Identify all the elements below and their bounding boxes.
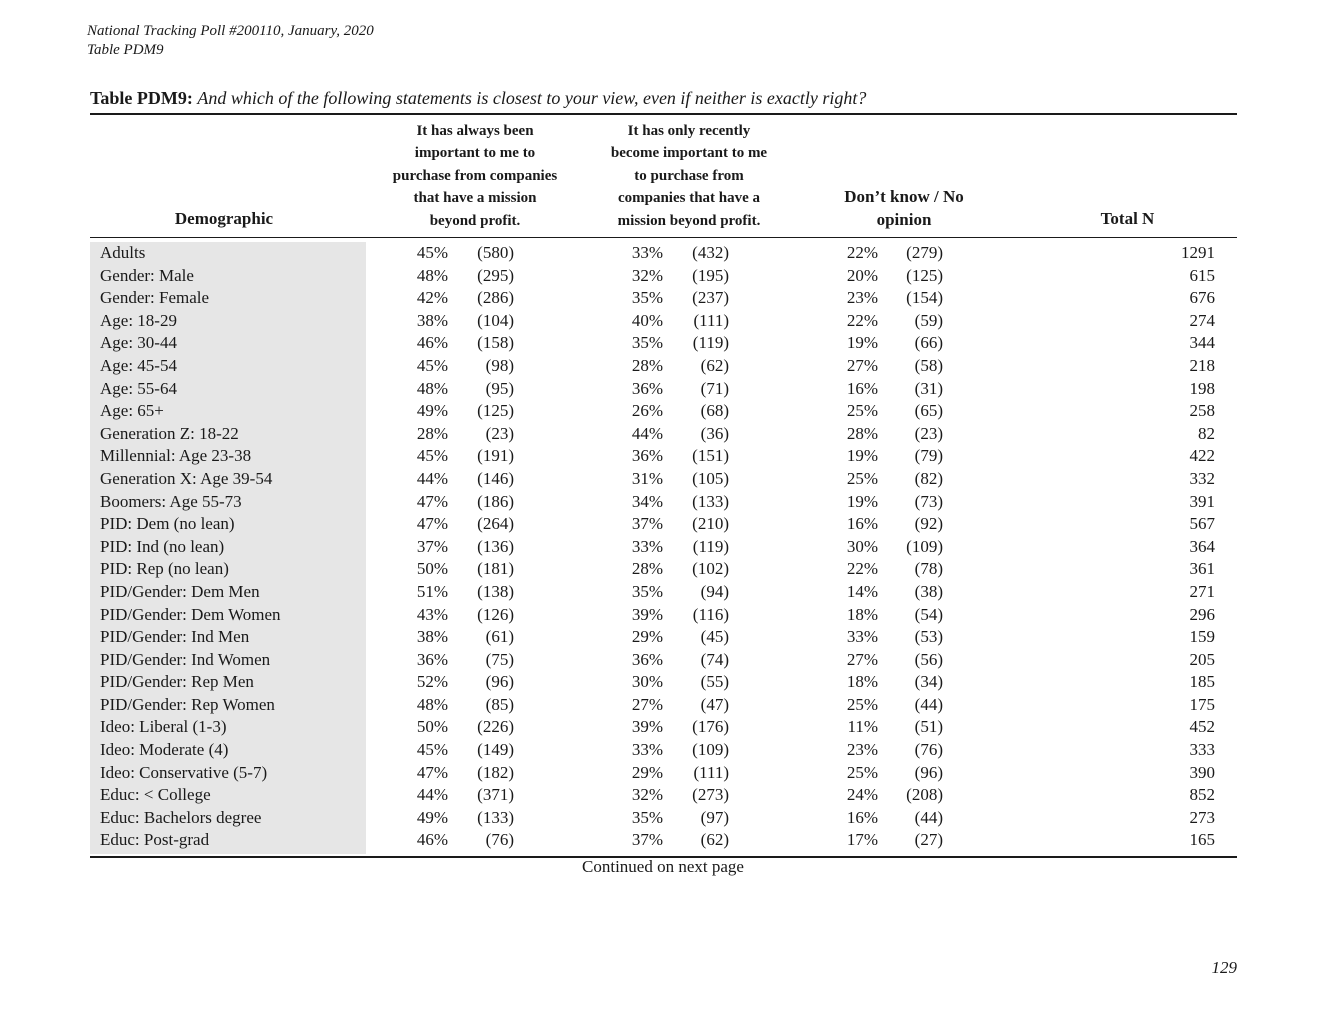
row-label: Age: 65+ [100,401,164,421]
cell-pct-always: 50% [416,559,448,579]
cell-pct-always: 36% [416,649,448,669]
table-row [0,784,1320,807]
table-row [0,513,1320,536]
cell-pct-always: 44% [416,468,448,488]
cell-count-recently: (111) [693,310,729,330]
cell-count-always: (286) [477,288,514,308]
cell-total-n: 344 [1189,333,1215,353]
row-label: Adults [100,243,146,262]
cell-count-always: (580) [477,243,514,262]
row-label: Educ: < College [100,785,211,805]
cell-total-n: 159 [1189,627,1215,647]
cell-count-recently: (237) [692,288,729,308]
column-header-line: beyond profit. [429,212,521,229]
cell-count-recently: (116) [692,604,729,624]
cell-pct-recently: 33% [631,740,663,760]
cell-pct-always: 48% [416,265,448,285]
table-row [0,671,1320,694]
cell-total-n: 271 [1189,581,1215,601]
row-label: PID: Ind (no lean) [100,536,225,556]
row-label: PID/Gender: Ind Women [100,649,271,669]
cell-count-dont-know: (44) [914,807,943,827]
cell-count-dont-know: (109) [906,536,943,556]
cell-total-n: 615 [1189,265,1215,285]
table-row [0,491,1320,514]
cell-count-dont-know: (279) [906,243,943,262]
row-label: Ideo: Liberal (1-3) [100,717,227,737]
cell-count-dont-know: (51) [914,717,943,737]
cell-count-recently: (68) [700,401,729,421]
cell-pct-recently: 35% [631,333,663,353]
cell-pct-dont-know: 19% [846,491,878,511]
cell-total-n: 175 [1189,694,1215,714]
row-label: PID/Gender: Rep Women [100,694,275,714]
table-row [0,287,1320,310]
table-row [0,423,1320,446]
cell-pct-always: 48% [416,378,448,398]
table-row [0,581,1320,604]
column-header-line: mission beyond profit. [617,212,761,229]
row-label: Educ: Bachelors degree [100,807,262,827]
cell-pct-recently: 33% [631,536,663,556]
cell-pct-dont-know: 30% [846,536,878,556]
table-row [0,265,1320,288]
cell-pct-recently: 34% [631,491,663,511]
cell-count-always: (126) [477,604,514,624]
cell-count-recently: (45) [700,627,729,647]
cell-pct-recently: 33% [631,243,663,262]
row-label: Millennial: Age 23-38 [100,446,252,466]
table-body [0,242,1320,852]
cell-count-always: (371) [477,785,514,805]
cell-pct-dont-know: 27% [846,649,878,669]
row-label: PID: Dem (no lean) [100,514,235,534]
cell-count-always: (149) [477,740,514,760]
cell-pct-always: 38% [416,310,448,330]
cell-count-always: (191) [477,446,514,466]
cell-pct-recently: 40% [631,310,663,330]
cell-pct-recently: 35% [631,581,663,601]
cell-pct-always: 45% [416,446,448,466]
cell-pct-recently: 28% [631,355,663,375]
cell-count-recently: (111) [693,762,729,782]
cell-count-dont-know: (66) [914,333,943,353]
cell-count-dont-know: (59) [914,310,943,330]
column-header-always-important [370,120,580,232]
cell-pct-dont-know: 25% [846,762,878,782]
cell-count-dont-know: (34) [914,672,943,692]
row-label: Ideo: Conservative (5-7) [100,762,268,782]
cell-count-recently: (94) [700,581,729,601]
cell-count-dont-know: (44) [914,694,943,714]
column-header-line: purchase from companies [392,167,558,184]
cell-pct-dont-know: 23% [846,288,878,308]
cell-pct-dont-know: 16% [846,378,878,398]
cell-count-always: (226) [477,717,514,737]
row-label: PID/Gender: Rep Men [100,672,254,692]
cell-pct-recently: 29% [631,627,663,647]
cell-count-dont-know: (31) [914,378,943,398]
cell-pct-dont-know: 11% [847,717,878,737]
cell-pct-always: 45% [416,243,448,262]
cell-pct-dont-know: 22% [846,243,878,262]
column-header-line: Don’t know / No [844,187,964,206]
cell-count-dont-know: (56) [914,649,943,669]
cell-total-n: 567 [1189,514,1215,534]
column-header-recently-important [585,120,793,232]
table-top-rule [90,113,1237,115]
cell-total-n: 274 [1189,310,1215,330]
cell-pct-dont-know: 25% [846,694,878,714]
cell-pct-always: 45% [416,740,448,760]
cell-count-always: (104) [477,310,514,330]
cell-count-recently: (62) [700,355,729,375]
cell-pct-recently: 36% [631,378,663,398]
cell-count-always: (125) [477,401,514,421]
cell-count-dont-know: (154) [906,288,943,308]
cell-pct-always: 43% [416,604,448,624]
cell-pct-recently: 35% [631,807,663,827]
cell-count-recently: (432) [692,243,729,262]
column-header-line: important to me to [414,145,536,162]
column-header-line: to purchase from [634,167,744,184]
cell-count-recently: (71) [700,378,729,398]
column-header-line: that have a mission [413,190,537,207]
row-label: Gender: Male [100,265,194,285]
cell-count-recently: (151) [692,446,729,466]
cell-count-recently: (119) [692,536,729,556]
cell-total-n: 361 [1189,559,1215,579]
row-label: PID/Gender: Dem Men [100,581,260,601]
cell-count-dont-know: (92) [914,514,943,534]
cell-count-always: (23) [485,423,514,443]
cell-pct-recently: 37% [631,514,663,534]
cell-pct-recently: 28% [631,559,663,579]
cell-pct-recently: 30% [631,672,663,692]
cell-count-dont-know: (96) [914,762,943,782]
cell-pct-dont-know: 20% [846,265,878,285]
cell-count-recently: (109) [692,740,729,760]
cell-total-n: 452 [1189,717,1215,737]
table-row [0,445,1320,468]
header-separator-rule [90,237,1237,238]
cell-pct-dont-know: 16% [846,514,878,534]
cell-count-dont-know: (53) [914,627,943,647]
cell-count-always: (96) [485,672,514,692]
cell-pct-always: 46% [416,830,448,850]
cell-count-recently: (62) [700,830,729,850]
cell-count-recently: (74) [700,649,729,669]
cell-total-n: 852 [1189,785,1215,805]
cell-count-dont-know: (58) [914,355,943,375]
cell-count-recently: (105) [692,468,729,488]
cell-count-always: (295) [477,265,514,285]
table-row [0,355,1320,378]
cell-pct-always: 44% [416,785,448,805]
cell-pct-always: 47% [416,514,448,534]
table-row [0,626,1320,649]
cell-pct-always: 49% [416,401,448,421]
cell-pct-dont-know: 22% [846,310,878,330]
cell-pct-recently: 35% [631,288,663,308]
row-label: PID/Gender: Dem Women [100,604,281,624]
cell-count-always: (75) [485,649,514,669]
cell-pct-dont-know: 16% [846,807,878,827]
cell-count-recently: (119) [692,333,729,353]
table-row [0,332,1320,355]
cell-pct-always: 42% [416,288,448,308]
table-title-question: And which of the following statements is closest to your view, even if neither is exactly right? [197,88,867,108]
cell-pct-recently: 32% [631,265,663,285]
table-row [0,536,1320,559]
cell-pct-dont-know: 25% [846,401,878,421]
cell-count-always: (133) [477,807,514,827]
row-label: Age: 18-29 [100,310,177,330]
table-row [0,807,1320,830]
table-row [0,604,1320,627]
cell-total-n: 332 [1189,468,1215,488]
cell-total-n: 1291 [1181,243,1215,262]
table-row [0,468,1320,491]
table-row [0,762,1320,785]
cell-pct-recently: 36% [631,649,663,669]
cell-pct-always: 47% [416,491,448,511]
cell-pct-always: 37% [416,536,448,556]
cell-count-recently: (47) [700,694,729,714]
table-row [0,739,1320,762]
cell-pct-recently: 44% [631,423,663,443]
report-header-table-id: Table PDM9 [87,42,164,58]
cell-count-dont-know: (73) [914,491,943,511]
row-label: Age: 55-64 [100,378,177,398]
cell-count-dont-know: (208) [906,785,943,805]
cell-total-n: 273 [1189,807,1215,827]
row-label: Generation Z: 18-22 [100,423,239,443]
cell-count-dont-know: (23) [914,423,943,443]
cell-count-dont-know: (82) [914,468,943,488]
cell-pct-recently: 37% [631,830,663,850]
cell-pct-dont-know: 18% [846,604,878,624]
cell-count-dont-know: (27) [914,830,943,850]
cell-pct-recently: 26% [631,401,663,421]
cell-count-always: (61) [485,627,514,647]
cell-count-recently: (176) [692,717,729,737]
cell-pct-recently: 27% [631,694,663,714]
cell-pct-recently: 31% [631,468,663,488]
table-row [0,829,1320,852]
cell-count-dont-know: (76) [914,740,943,760]
column-header-line: It has always been [416,123,534,139]
cell-total-n: 390 [1189,762,1215,782]
cell-pct-dont-know: 27% [846,355,878,375]
cell-count-dont-know: (65) [914,401,943,421]
continued-note: Continued on next page [582,857,744,876]
cell-count-recently: (133) [692,491,729,511]
cell-pct-dont-know: 17% [846,830,878,850]
row-label: Age: 45-54 [100,355,177,375]
cell-pct-always: 28% [416,423,448,443]
column-header-line: companies that have a [617,190,761,207]
row-label: Generation X: Age 39-54 [100,468,273,488]
cell-count-always: (136) [477,536,514,556]
report-header-title: National Tracking Poll #200110, January, 2020 [87,23,374,39]
cell-pct-always: 51% [416,581,448,601]
cell-count-recently: (97) [700,807,729,827]
cell-pct-dont-know: 14% [846,581,878,601]
cell-pct-dont-know: 19% [846,333,878,353]
cell-count-recently: (55) [700,672,729,692]
row-label: PID: Rep (no lean) [100,559,229,579]
cell-count-always: (95) [485,378,514,398]
column-header-dont-know [800,185,1008,231]
cell-total-n: 391 [1189,491,1215,511]
cell-count-always: (182) [477,762,514,782]
cell-count-recently: (210) [692,514,729,534]
cell-pct-dont-know: 33% [846,627,878,647]
cell-pct-recently: 32% [631,785,663,805]
cell-pct-always: 47% [416,762,448,782]
table-row [0,310,1320,333]
cell-count-recently: (102) [692,559,729,579]
column-header-total-n: Total N [1100,209,1155,228]
cell-pct-always: 52% [416,672,448,692]
cell-pct-dont-know: 25% [846,468,878,488]
cell-pct-recently: 39% [631,604,663,624]
cell-count-always: (138) [477,581,514,601]
cell-pct-dont-know: 28% [846,423,878,443]
cell-pct-always: 48% [416,694,448,714]
table-title-label: Table PDM9: [90,88,193,108]
cell-pct-recently: 36% [631,446,663,466]
cell-pct-dont-know: 24% [846,785,878,805]
cell-count-dont-know: (79) [914,446,943,466]
cell-pct-dont-know: 18% [846,672,878,692]
cell-count-dont-know: (38) [914,581,943,601]
cell-count-recently: (36) [700,423,729,443]
cell-total-n: 296 [1189,604,1215,624]
cell-pct-always: 38% [416,627,448,647]
cell-total-n: 198 [1189,378,1215,398]
column-header-line: become important to me [610,145,768,162]
cell-pct-dont-know: 23% [846,740,878,760]
column-header-demographic: Demographic [174,209,274,228]
table-row [0,400,1320,423]
cell-total-n: 82 [1198,423,1215,443]
cell-pct-always: 45% [416,355,448,375]
cell-count-always: (186) [477,491,514,511]
cell-pct-always: 49% [416,807,448,827]
row-label: Ideo: Moderate (4) [100,740,229,760]
cell-total-n: 185 [1189,672,1215,692]
cell-total-n: 165 [1189,830,1215,850]
cell-pct-always: 46% [416,333,448,353]
cell-count-dont-know: (78) [914,559,943,579]
table-row [0,716,1320,739]
cell-count-always: (264) [477,514,514,534]
column-header-line: opinion [876,210,932,229]
row-label: Boomers: Age 55-73 [100,491,242,511]
page-number: 129 [1211,958,1237,977]
cell-total-n: 422 [1189,446,1215,466]
cell-pct-dont-know: 22% [846,559,878,579]
cell-total-n: 333 [1189,740,1215,760]
cell-total-n: 205 [1189,649,1215,669]
cell-count-dont-know: (125) [906,265,943,285]
cell-total-n: 676 [1189,288,1215,308]
cell-pct-dont-know: 19% [846,446,878,466]
table-row [0,558,1320,581]
row-label: Educ: Post-grad [100,830,210,850]
cell-count-always: (181) [477,559,514,579]
table-title [90,88,866,109]
table-row [0,649,1320,672]
table-row [0,694,1320,717]
cell-count-recently: (273) [692,785,729,805]
cell-total-n: 364 [1189,536,1215,556]
cell-count-always: (158) [477,333,514,353]
row-label: Age: 30-44 [100,333,177,353]
row-label: Gender: Female [100,288,210,308]
cell-total-n: 218 [1189,355,1215,375]
cell-pct-always: 50% [416,717,448,737]
cell-count-always: (146) [477,468,514,488]
cell-count-always: (85) [485,694,514,714]
table-row [0,378,1320,401]
cell-count-recently: (195) [692,265,729,285]
cell-pct-recently: 39% [631,717,663,737]
table-row [0,242,1320,265]
row-label: PID/Gender: Ind Men [100,627,250,647]
cell-count-always: (76) [485,830,514,850]
column-header-line: It has only recently [627,123,751,139]
cell-count-always: (98) [485,355,514,375]
cell-pct-recently: 29% [631,762,663,782]
cell-total-n: 258 [1189,401,1215,421]
cell-count-dont-know: (54) [914,604,943,624]
